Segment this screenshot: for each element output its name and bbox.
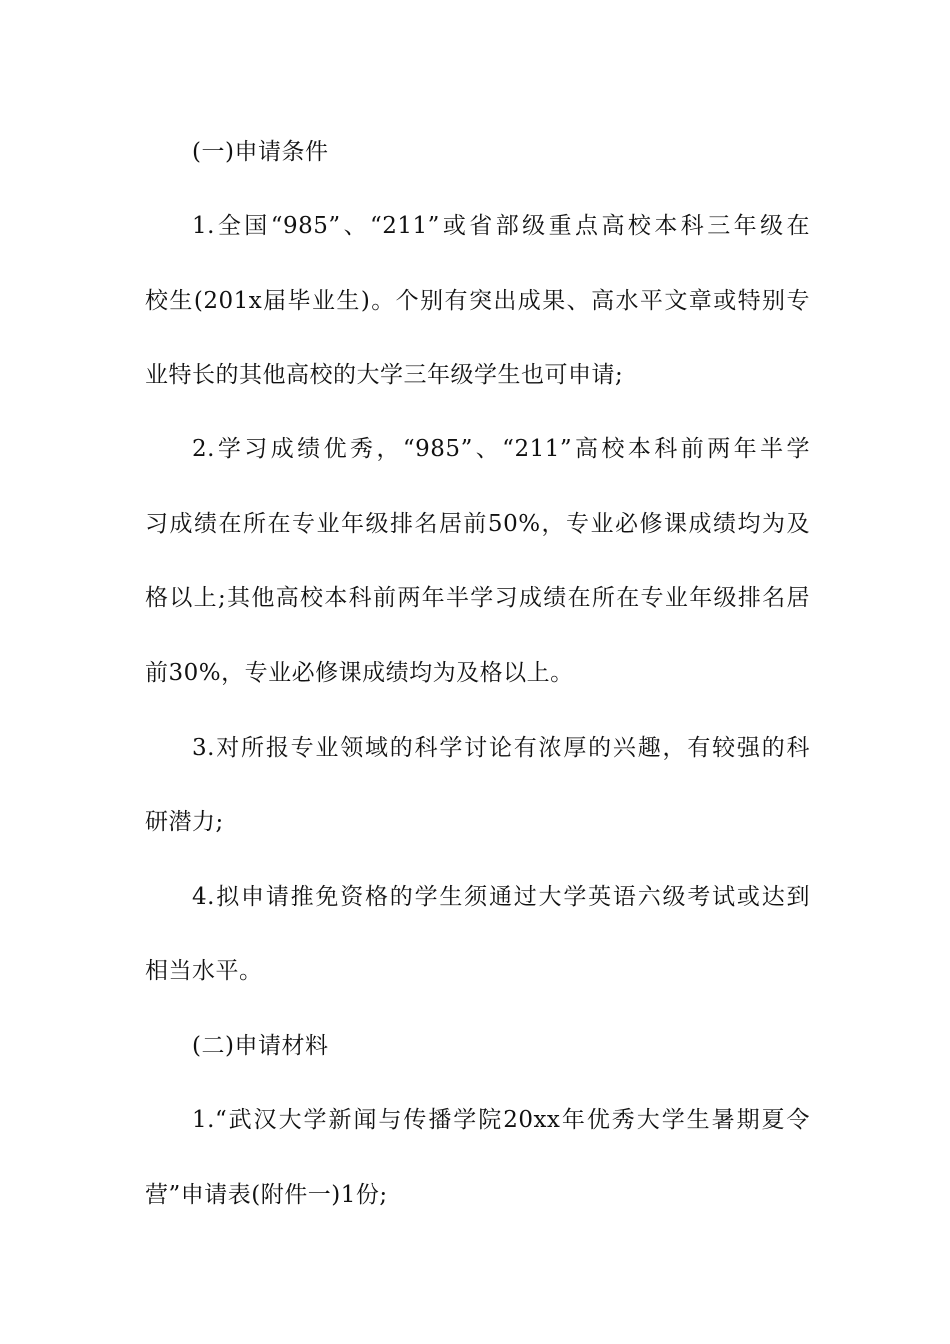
section-heading-conditions: (一)申请条件 [192, 139, 329, 165]
condition-2-line-2: 习成绩在所在专业年级排名居前50%，专业必修课成绩均为及 [145, 511, 810, 537]
material-1-line-1: 1.“武汉大学新闻与传播学院20xx年优秀大学生暑期夏令 [192, 1107, 810, 1133]
condition-3-line-1: 3.对所报专业领域的科学讨论有浓厚的兴趣，有较强的科 [192, 735, 810, 761]
condition-1-line-3: 业特长的其他高校的大学三年级学生也可申请; [145, 362, 624, 388]
condition-1-line-1: 1.全国“985”、“211”或省部级重点高校本科三年级在 [192, 213, 810, 239]
condition-4-line-2: 相当水平。 [145, 958, 263, 984]
condition-4-line-1: 4.拟申请推免资格的学生须通过大学英语六级考试或达到 [192, 884, 810, 910]
condition-1-line-2: 校生(201x届毕业生)。个别有突出成果、高水平文章或特别专 [145, 288, 810, 314]
section-heading-materials: (二)申请材料 [192, 1033, 329, 1059]
condition-2-line-3: 格以上;其他高校本科前两年半学习成绩在所在专业年级排名居 [145, 585, 810, 611]
condition-2-line-1: 2.学习成绩优秀，“985”、“211”高校本科前两年半学 [192, 436, 810, 462]
material-1-line-2: 营”申请表(附件一)1份; [145, 1182, 388, 1208]
condition-2-line-4: 前30%，专业必修课成绩均为及格以上。 [145, 660, 574, 686]
condition-3-line-2: 研潜力; [145, 809, 224, 835]
